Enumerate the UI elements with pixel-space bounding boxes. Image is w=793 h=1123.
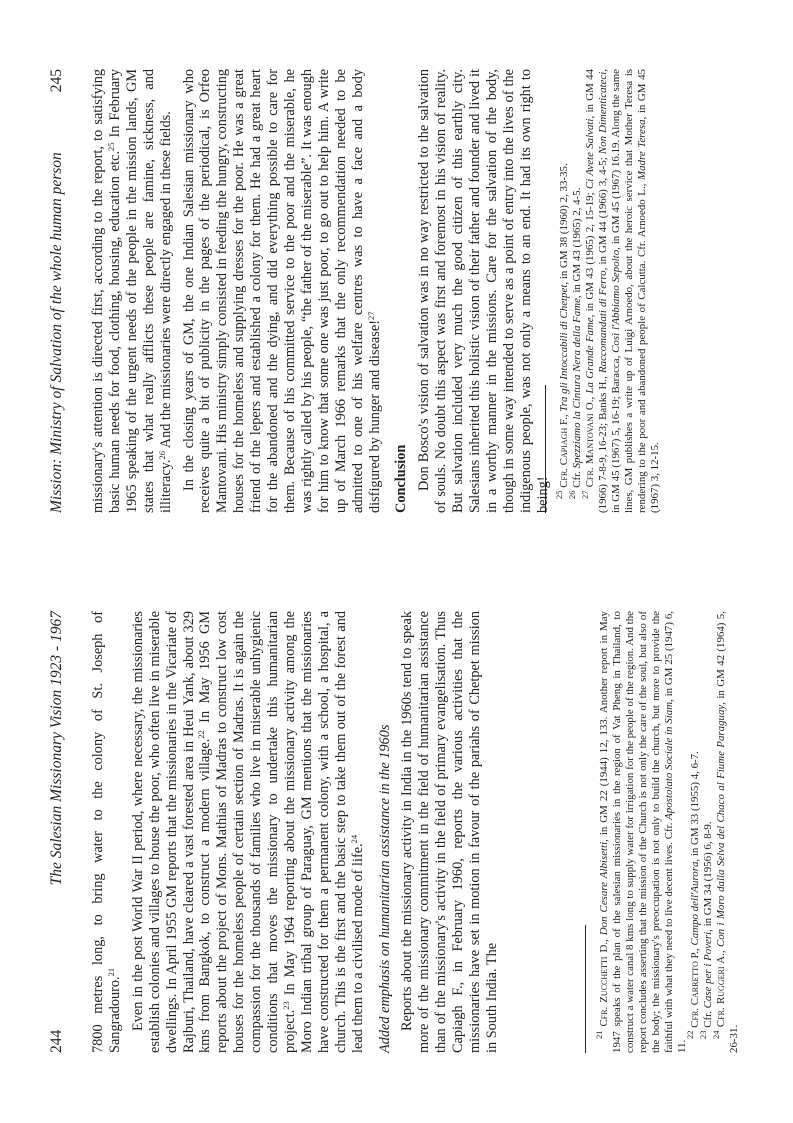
paragraph: Don Bosco's vision of salvation was in no way restricted to the salvation of souls. No doubt this aspect was first and foremost in his vision of reality. But salvation included very much the good citizen of this earthly city. Salesians inherited this holistic vision of their father and founder and lived it in a worthy manner in the missions. Care for the salvation of the body, though in some way intended to serve as a point of entry into the lives of the indigenous people, was not only a means to an end. It had its own right to being! xyxy=(416,69,551,513)
right-page-body xyxy=(90,69,552,513)
right-page-header xyxy=(48,69,72,513)
left-page-header xyxy=(48,611,72,1053)
right-page xyxy=(0,0,793,561)
footnote: $^{25}$ Cfr. Capiagh F., Tra gli Intoccabili di Chetpet, in GM 38 (1960) 2, 33-35. xyxy=(554,163,570,499)
footnote: $^{22}$ Cfr. Carretto P., Campo dell'Aurora, in GM 33 (1955) 4, 6-7. xyxy=(685,751,701,1039)
running-head: Mission: Ministry of Salvation of the whole human person xyxy=(48,152,65,513)
section-heading: Added emphasis on humanitarian assistance in the 1960s xyxy=(376,724,393,1053)
footnote: $^{27}$ Cfr. Mantovani O., La Grande Fame, in GM 43 (1965) 2, 15-19; Ci Avete Salvati, in GM 44 (1966) 7-8-9, 16-23; Banks H., Raccomandati di Ferro, in GM 44 (1966) 3, 4-5; Non Dimenticateci, in GM 45 (1967) 5, 16-19; Baracca, Così l'Abbiamo Sepolto, in GM 45 (1967) 16.19. Along the same lines, GM publishes a write up of Luigi Arnoedo, about the heroic service that Mother Teresa is rendering to the poor and abandoned people of Calcutta. Cfr. Arnoedo L., Madre Teresa, in GM 45 (1967) 3, 12-15. xyxy=(580,68,661,513)
paragraph: 7800 metres long, to bring water to the colony of St. Joseph of Sangradouro.$^{21}$ xyxy=(90,611,123,1053)
footnote-rule xyxy=(545,385,546,513)
footnote-ref: 21 xyxy=(105,967,116,977)
footnote: $^{24}$ Cfr. Ruggeri A., Con i Moro dalla Selva del Chaco al Fiume Paraguay, in GM 42 (1964) 5, 26-31. xyxy=(711,611,740,1053)
right-footnotes xyxy=(554,68,662,513)
footnote-ref: 23 xyxy=(280,1001,291,1010)
footnote-rule xyxy=(585,925,586,1053)
page-number: 245 xyxy=(48,69,65,93)
section-heading: Conclusion xyxy=(393,444,410,513)
paragraph: In the closing years of GM, the one Indian Salesian missionary who receives quite a bit of publicity in the pages of the periodical, is Orfeo Mantovani. His ministry simply consisted in feeding the hungry, constructing houses for the homeless and supplying dresses for the poor. He was a great friend of the lepers and established a colony for them. He had a great heart for the abandoned and the dying, and did everything possible to care for them. Because of his committed service to the poor and the miserable, he was rightly called by his people, “the father of the miserable”. It was enough for him to know that some one was just poor, to go out to help him. A write up of March 1966 remarks that the only recommendation needed to be admitted to one of his welfare centres was to have a face and a body disfigured by hunger and disease!$^{27}$ xyxy=(180,69,383,513)
page-number: 244 xyxy=(48,1029,65,1053)
left-footnotes xyxy=(594,611,741,1053)
footnote: $^{26}$ Cfr. Spezziamo la Cintura Nera della Fame, in GM 43 (1965) 2, 4-5. xyxy=(567,187,583,499)
footnote-ref: 22 xyxy=(196,730,207,739)
footnote: $^{21}$ Cfr. Zucchetti D., Don Cesare Albisetti, in GM 22 (1944) 12, 133. Another report in May 1947 speaks of the plan of the salesian missionaries in the region of Vat Pheng in Thailand, to construct a water canal 8 kms long to supply water for irrigation for the people of the region. And the report concludes asserting that the mission of the Church is not only the care of the soul, but also of the body; the missionary's preoccupation is not only to build the church, but more to provide the faithful with what they need to live decent lives. Cfr. Apostolato Sociale in Siam, in GM 25 (1947) 6, 11. xyxy=(594,611,688,1053)
paragraph: Even in the post World War II period, where necessary, the missionaries establish colonies and villages to house the poor, who often live in miserable dwellings. In April 1955 GM reports that the missionaries in the Vicariate of Rajburi, Thailand, have cleared a vast forested area in Heui Yank, about 329 kms from Bangkok, to construct a modern village.$^{22}$ In May 1956 GM reports about the project of Mons. Mathias of Madras to construct low cost houses for the homeless people of certain section of Madras. It is again the compassion for the thousands of families who live in miserable unhygienic conditions that moves the missionary to undertake this humanitarian project.$^{23}$ In May 1964 reporting about the missionary activity among the Moro Indian tribal group of Paraguay, GM mentions that the missionaries have constructed for them a permanent colony, with a school, a hospital, a church. This is the first and the basic step to take them out of the forest and lead them to a civilised mode of life.$^{24}$ xyxy=(129,611,366,1053)
footnote-ref: 26 xyxy=(156,451,167,460)
footnote-ref: 24 xyxy=(348,834,359,844)
left-page xyxy=(0,562,793,1123)
footnote-ref: 25 xyxy=(105,142,116,151)
footnote-ref: 27 xyxy=(365,311,376,321)
running-head: The Salesian Missionary Vision 1923 - 1967 xyxy=(48,611,65,886)
paragraph: Reports about the missionary activity in India in the 1960s tend to speak more of the missionary commitment in the field of humanitarian assistance than of the missionary's activity in the field of primary evangelisation. Thus Capiagh F., in February 1960, reports the various activities that the missionaries have set in motion in favour of the pariahs of Chetpet mission in South India. The xyxy=(399,611,500,1053)
paragraph: missionary's attention is directed first, according to the report, to satisfying basic human needs for food, clothing, housing, education etc.$^{25}$ In February 1965 speaking of the urgent needs of the people in the mission lands, GM states that what really afflicts these people are famine, sickness, and illiteracy.$^{26}$ And the missionaries were directly engaged in these fields. xyxy=(90,69,174,513)
footnote: $^{23}$ Cfr. Case per i Poveri, in GM 34 (1956) 6, 8-9. xyxy=(698,821,714,1039)
left-page-body xyxy=(90,611,501,1053)
